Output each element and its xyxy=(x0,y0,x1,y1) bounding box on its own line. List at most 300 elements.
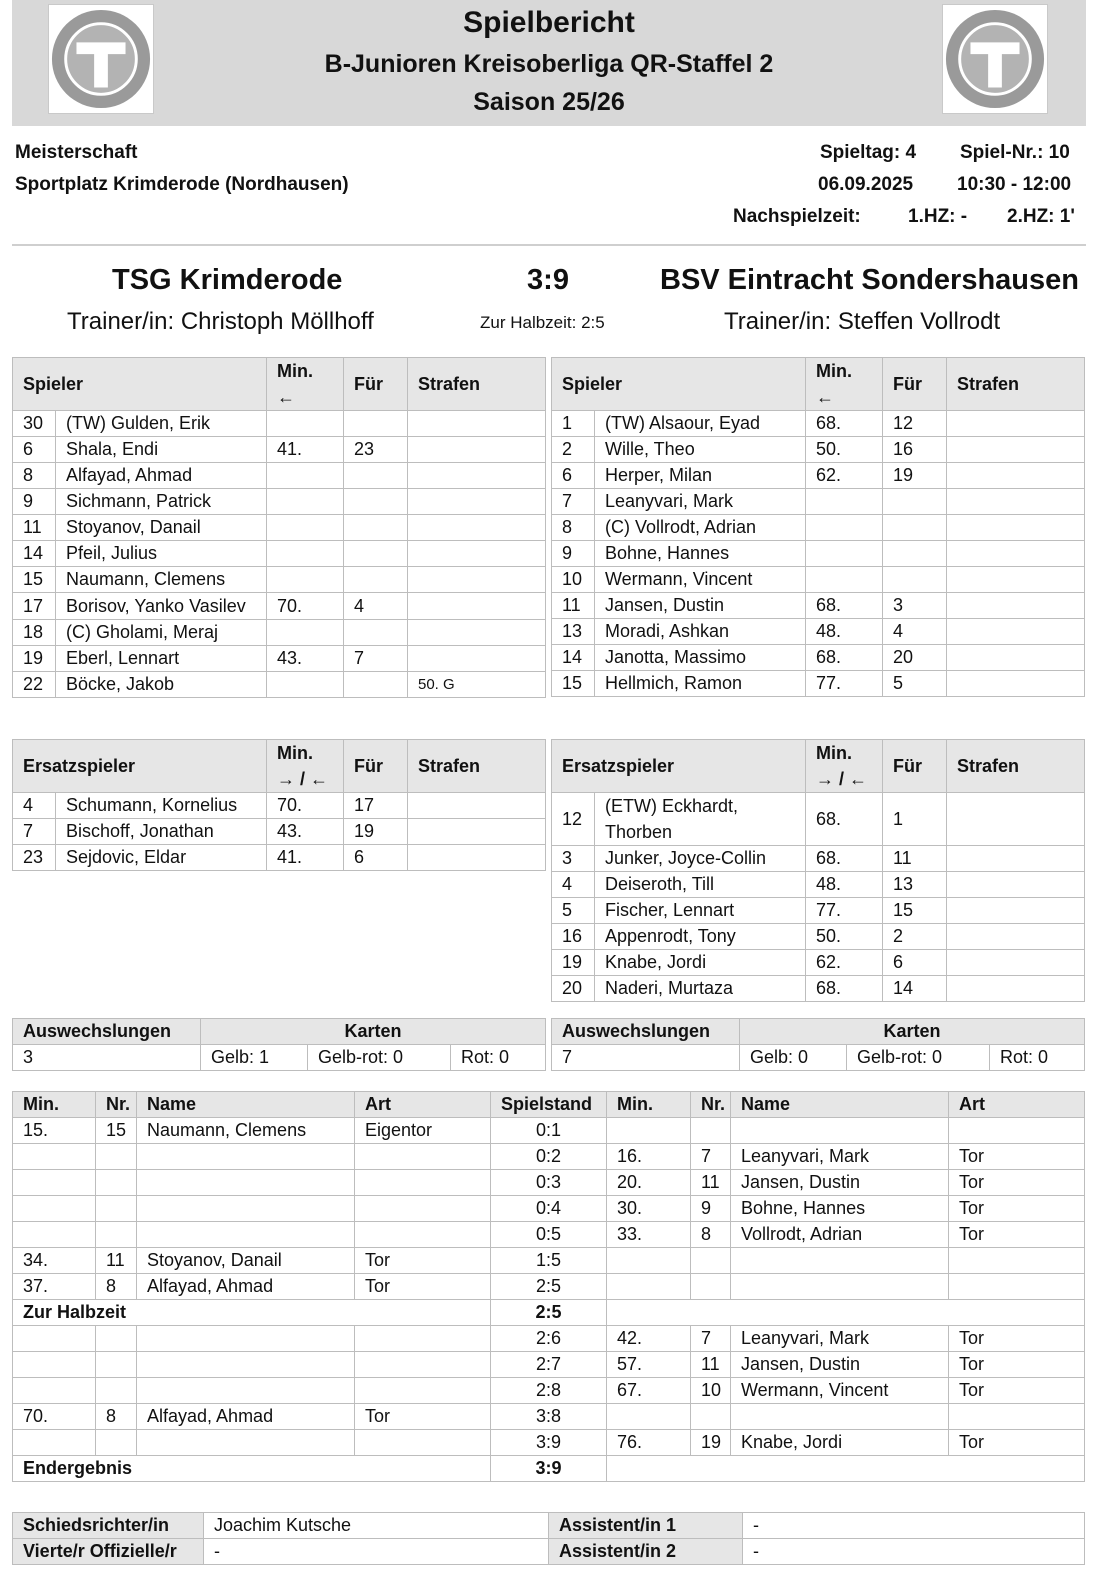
player-minute xyxy=(267,567,344,593)
player-penalty xyxy=(947,567,1085,593)
away-event-number: 7 xyxy=(691,1326,731,1352)
player-for: 16 xyxy=(883,437,947,463)
player-number: 7 xyxy=(13,819,56,845)
player-number: 12 xyxy=(552,793,595,846)
home-event-minute xyxy=(13,1196,96,1222)
player-penalty xyxy=(408,793,546,819)
event-score: 0:2 xyxy=(491,1144,607,1170)
player-name: (C) Gholami, Meraj xyxy=(56,620,267,646)
player-number: 8 xyxy=(552,515,595,541)
player-minute xyxy=(806,567,883,593)
home-event-name: Stoyanov, Danail xyxy=(137,1248,355,1274)
final-score: 3:9 xyxy=(527,264,569,296)
home-event-number xyxy=(96,1352,137,1378)
home-event-name: Alfayad, Ahmad xyxy=(137,1404,355,1430)
player-for: 1 xyxy=(883,793,947,846)
home-event-minute xyxy=(13,1144,96,1170)
referee-name: Joachim Kutsche xyxy=(204,1513,549,1539)
player-name: Appenrodt, Tony xyxy=(595,924,806,950)
events-col-nr: Nr. xyxy=(691,1092,731,1118)
away-sub-row xyxy=(552,898,1085,924)
player-number: 23 xyxy=(13,845,56,871)
player-name: Shala, Endi xyxy=(56,437,267,463)
away-event-minute: 30. xyxy=(607,1196,691,1222)
player-number: 15 xyxy=(552,671,595,697)
events-summary-score: 3:9 xyxy=(491,1456,607,1482)
report-title: Spielbericht xyxy=(463,6,635,39)
player-penalty xyxy=(408,845,546,871)
player-penalty xyxy=(947,671,1085,697)
player-penalty xyxy=(947,846,1085,872)
away-event-type xyxy=(949,1404,1085,1430)
away-event-type: Tor xyxy=(949,1196,1085,1222)
event-score: 2:6 xyxy=(491,1326,607,1352)
home-event-type xyxy=(355,1222,491,1248)
events-col-type: Art xyxy=(949,1092,1085,1118)
player-minute: 50. xyxy=(806,437,883,463)
event-row xyxy=(13,1404,1085,1430)
away-event-type xyxy=(949,1118,1085,1144)
player-number: 19 xyxy=(13,646,56,672)
col-header-penalties: Strafen xyxy=(408,358,546,411)
home-event-type xyxy=(355,1430,491,1456)
match-time: 10:30 - 12:00 xyxy=(957,174,1072,195)
home-event-number xyxy=(96,1378,137,1404)
player-number: 14 xyxy=(13,541,56,567)
player-minute: 68. xyxy=(806,793,883,846)
away-event-number: 7 xyxy=(691,1144,731,1170)
player-name: Herper, Milan xyxy=(595,463,806,489)
events-col-min: Min. xyxy=(607,1092,691,1118)
away-event-minute xyxy=(607,1404,691,1430)
player-name: Wermann, Vincent xyxy=(595,567,806,593)
home-player-row xyxy=(13,489,546,515)
player-penalty xyxy=(947,541,1085,567)
away-event-number: 11 xyxy=(691,1352,731,1378)
player-name: Sichmann, Patrick xyxy=(56,489,267,515)
player-penalty xyxy=(408,463,546,489)
player-name: Alfayad, Ahmad xyxy=(56,463,267,489)
event-row xyxy=(13,1118,1085,1144)
player-minute: 43. xyxy=(267,646,344,672)
event-score: 3:8 xyxy=(491,1404,607,1430)
player-name: Knabe, Jordi xyxy=(595,950,806,976)
player-penalty xyxy=(408,620,546,646)
competition: Meisterschaft xyxy=(15,142,138,163)
player-minute xyxy=(267,515,344,541)
home-event-number xyxy=(96,1196,137,1222)
home-event-minute: 70. xyxy=(13,1404,96,1430)
events-summary-label: Endergebnis xyxy=(13,1456,491,1482)
home-event-type xyxy=(355,1196,491,1222)
player-penalty xyxy=(408,819,546,845)
col-header-for: Für xyxy=(883,740,947,793)
player-name: Schumann, Kornelius xyxy=(56,793,267,819)
player-minute xyxy=(806,489,883,515)
player-for: 19 xyxy=(883,463,947,489)
player-number: 5 xyxy=(552,898,595,924)
player-number: 6 xyxy=(552,463,595,489)
player-for: 7 xyxy=(344,646,408,672)
home-event-type xyxy=(355,1352,491,1378)
home-event-type xyxy=(355,1170,491,1196)
player-minute: 68. xyxy=(806,411,883,437)
player-name: Deiseroth, Till xyxy=(595,872,806,898)
player-minute xyxy=(806,541,883,567)
col-header-for: Für xyxy=(344,740,408,793)
away-event-name: Leanyvari, Mark xyxy=(731,1326,949,1352)
player-penalty xyxy=(947,515,1085,541)
event-row xyxy=(13,1144,1085,1170)
event-row xyxy=(13,1378,1085,1404)
col-header-penalties: Strafen xyxy=(947,358,1085,411)
home-event-type: Eigentor xyxy=(355,1118,491,1144)
player-name: Jansen, Dustin xyxy=(595,593,806,619)
player-for xyxy=(344,489,408,515)
home-event-minute xyxy=(13,1352,96,1378)
player-number: 11 xyxy=(13,515,56,541)
player-minute xyxy=(267,541,344,567)
player-penalty xyxy=(947,793,1085,846)
event-row xyxy=(13,1326,1085,1352)
home-event-number: 8 xyxy=(96,1274,137,1300)
home-event-number xyxy=(96,1326,137,1352)
col-header-min: Min. ← xyxy=(267,358,344,411)
away-event-name xyxy=(731,1274,949,1300)
away-player-row xyxy=(552,437,1085,463)
away-event-name xyxy=(731,1118,949,1144)
player-name: (ETW) Eckhardt, Thorben xyxy=(595,793,806,846)
cards-header: Karten xyxy=(740,1019,1085,1045)
player-minute: 50. xyxy=(806,924,883,950)
away-player-row xyxy=(552,645,1085,671)
events-col-min: Min. xyxy=(13,1092,96,1118)
player-for xyxy=(344,672,408,698)
home-player-row xyxy=(13,672,546,698)
stoppage-first-half: 1.HZ: - xyxy=(908,206,968,227)
player-number: 2 xyxy=(552,437,595,463)
player-for: 4 xyxy=(883,619,947,645)
player-for xyxy=(883,541,947,567)
away-event-name xyxy=(731,1404,949,1430)
player-minute xyxy=(267,672,344,698)
player-name: Böcke, Jakob xyxy=(56,672,267,698)
event-score: 2:7 xyxy=(491,1352,607,1378)
home-event-minute xyxy=(13,1170,96,1196)
home-event-number xyxy=(96,1144,137,1170)
event-score: 1:5 xyxy=(491,1248,607,1274)
home-player-row xyxy=(13,515,546,541)
player-name: Junker, Joyce-Collin xyxy=(595,846,806,872)
home-player-row xyxy=(13,567,546,593)
player-number: 30 xyxy=(13,411,56,437)
player-for: 11 xyxy=(883,846,947,872)
events-empty xyxy=(607,1456,1085,1482)
halftime-score: Zur Halbzeit: 2:5 xyxy=(480,313,605,332)
player-penalty xyxy=(408,489,546,515)
player-for: 4 xyxy=(344,593,408,620)
away-player-row xyxy=(552,619,1085,645)
player-minute: 68. xyxy=(806,976,883,1002)
player-penalty xyxy=(408,515,546,541)
home-sub-row xyxy=(13,793,546,819)
home-players-table xyxy=(12,357,546,698)
fourth-official-name: - xyxy=(204,1539,549,1565)
season: Saison 25/26 xyxy=(473,88,625,116)
assistant1-name: - xyxy=(743,1513,1085,1539)
player-name: Stoyanov, Danail xyxy=(56,515,267,541)
player-minute: 62. xyxy=(806,463,883,489)
away-event-number: 9 xyxy=(691,1196,731,1222)
player-minute xyxy=(267,463,344,489)
player-name: Bischoff, Jonathan xyxy=(56,819,267,845)
stoppage-second-half: 2.HZ: 1' xyxy=(1007,206,1075,227)
player-minute: 68. xyxy=(806,846,883,872)
col-header-sub-player: Ersatzspieler xyxy=(552,740,806,793)
away-sub-row xyxy=(552,846,1085,872)
player-name: Moradi, Ashkan xyxy=(595,619,806,645)
player-penalty xyxy=(408,541,546,567)
event-row xyxy=(13,1352,1085,1378)
venue: Sportplatz Krimderode (Nordhausen) xyxy=(15,174,349,195)
player-for: 6 xyxy=(883,950,947,976)
home-event-name xyxy=(137,1170,355,1196)
player-number: 4 xyxy=(13,793,56,819)
player-number: 7 xyxy=(552,489,595,515)
home-summary-table xyxy=(12,1018,546,1071)
player-penalty xyxy=(947,489,1085,515)
yellow-cards: Gelb: 0 xyxy=(740,1045,847,1071)
player-number: 19 xyxy=(552,950,595,976)
player-penalty xyxy=(408,437,546,463)
home-event-number: 8 xyxy=(96,1404,137,1430)
player-for: 15 xyxy=(883,898,947,924)
red-cards: Rot: 0 xyxy=(990,1045,1085,1071)
away-summary-table xyxy=(551,1018,1085,1071)
player-minute: 41. xyxy=(267,845,344,871)
player-name: Wille, Theo xyxy=(595,437,806,463)
player-for xyxy=(344,463,408,489)
player-number: 18 xyxy=(13,620,56,646)
away-event-number xyxy=(691,1404,731,1430)
yellow-red-cards: Gelb-rot: 0 xyxy=(308,1045,451,1071)
away-event-minute xyxy=(607,1248,691,1274)
away-event-name: Bohne, Hannes xyxy=(731,1196,949,1222)
player-number: 3 xyxy=(552,846,595,872)
home-team-name: TSG Krimderode xyxy=(112,264,343,296)
home-player-row xyxy=(13,646,546,672)
event-score: 0:3 xyxy=(491,1170,607,1196)
home-event-type xyxy=(355,1144,491,1170)
player-penalty: 50. G xyxy=(408,672,546,698)
col-header-penalties: Strafen xyxy=(408,740,546,793)
referee-label: Schiedsrichter/in xyxy=(13,1513,204,1539)
away-event-number: 10 xyxy=(691,1378,731,1404)
player-for: 6 xyxy=(344,845,408,871)
away-event-type: Tor xyxy=(949,1144,1085,1170)
player-number: 10 xyxy=(552,567,595,593)
home-event-name: Alfayad, Ahmad xyxy=(137,1274,355,1300)
player-for xyxy=(344,411,408,437)
away-event-minute: 76. xyxy=(607,1430,691,1456)
home-player-row xyxy=(13,541,546,567)
player-penalty xyxy=(947,645,1085,671)
player-name: Sejdovic, Eldar xyxy=(56,845,267,871)
home-event-number: 11 xyxy=(96,1248,137,1274)
away-event-minute: 33. xyxy=(607,1222,691,1248)
player-for xyxy=(344,541,408,567)
events-summary-row xyxy=(13,1456,1085,1482)
player-minute: 41. xyxy=(267,437,344,463)
col-header-for: Für xyxy=(883,358,947,411)
player-name: Hellmich, Ramon xyxy=(595,671,806,697)
player-penalty xyxy=(947,463,1085,489)
player-penalty xyxy=(947,924,1085,950)
away-event-minute: 42. xyxy=(607,1326,691,1352)
player-penalty xyxy=(947,593,1085,619)
player-penalty xyxy=(947,872,1085,898)
player-penalty xyxy=(408,567,546,593)
away-event-number: 8 xyxy=(691,1222,731,1248)
events-summary-label: Zur Halbzeit xyxy=(13,1300,491,1326)
substitutions-header: Auswechslungen xyxy=(552,1019,740,1045)
player-number: 9 xyxy=(552,541,595,567)
player-name: (TW) Gulden, Erik xyxy=(56,411,267,437)
player-name: Naderi, Murtaza xyxy=(595,976,806,1002)
events-summary-row xyxy=(13,1300,1085,1326)
stoppage-label: Nachspielzeit: xyxy=(733,206,861,227)
home-event-name xyxy=(137,1144,355,1170)
away-sub-row xyxy=(552,872,1085,898)
home-event-minute: 15. xyxy=(13,1118,96,1144)
col-header-player: Spieler xyxy=(552,358,806,411)
divider xyxy=(12,244,1086,246)
player-penalty xyxy=(947,950,1085,976)
player-minute: 43. xyxy=(267,819,344,845)
event-score: 0:1 xyxy=(491,1118,607,1144)
home-event-minute xyxy=(13,1378,96,1404)
away-event-number xyxy=(691,1274,731,1300)
home-event-name xyxy=(137,1378,355,1404)
substitutions-count: 3 xyxy=(13,1045,201,1071)
event-score: 0:4 xyxy=(491,1196,607,1222)
player-for xyxy=(344,567,408,593)
away-trainer: Trainer/in: Steffen Vollrodt xyxy=(724,308,1001,335)
player-number: 6 xyxy=(13,437,56,463)
col-header-player: Spieler xyxy=(13,358,267,411)
player-penalty xyxy=(408,593,546,620)
away-players-table xyxy=(551,357,1085,697)
col-header-for: Für xyxy=(344,358,408,411)
player-number: 17 xyxy=(13,593,56,620)
away-sub-row xyxy=(552,924,1085,950)
player-name: Janotta, Massimo xyxy=(595,645,806,671)
away-team-name: BSV Eintracht Sondershausen xyxy=(660,264,1079,296)
away-event-name xyxy=(731,1248,949,1274)
away-event-type: Tor xyxy=(949,1326,1085,1352)
home-subs-table xyxy=(12,739,546,871)
officials-table xyxy=(12,1512,1085,1565)
home-event-minute: 37. xyxy=(13,1274,96,1300)
home-event-number xyxy=(96,1430,137,1456)
cards-header: Karten xyxy=(201,1019,546,1045)
away-event-name: Leanyvari, Mark xyxy=(731,1144,949,1170)
home-player-row xyxy=(13,411,546,437)
away-event-number: 19 xyxy=(691,1430,731,1456)
player-number: 15 xyxy=(13,567,56,593)
away-player-row xyxy=(552,489,1085,515)
fourth-official-label: Vierte/r Offizielle/r xyxy=(13,1539,204,1565)
event-row xyxy=(13,1222,1085,1248)
match-events-table xyxy=(12,1091,1085,1482)
player-name: (TW) Alsaour, Eyad xyxy=(595,411,806,437)
col-header-min: Min. ← xyxy=(806,358,883,411)
player-for: 23 xyxy=(344,437,408,463)
player-penalty xyxy=(947,437,1085,463)
away-player-row xyxy=(552,411,1085,437)
away-player-row xyxy=(552,567,1085,593)
player-name: Leanyvari, Mark xyxy=(595,489,806,515)
player-minute xyxy=(806,515,883,541)
home-event-type xyxy=(355,1326,491,1352)
away-event-type: Tor xyxy=(949,1170,1085,1196)
player-name: Bohne, Hannes xyxy=(595,541,806,567)
yellow-cards: Gelb: 1 xyxy=(201,1045,308,1071)
red-cards: Rot: 0 xyxy=(451,1045,546,1071)
player-name: Pfeil, Julius xyxy=(56,541,267,567)
player-name: (C) Vollrodt, Adrian xyxy=(595,515,806,541)
player-minute xyxy=(267,620,344,646)
home-event-number: 15 xyxy=(96,1118,137,1144)
player-for: 3 xyxy=(883,593,947,619)
player-number: 14 xyxy=(552,645,595,671)
away-event-minute xyxy=(607,1274,691,1300)
home-sub-row xyxy=(13,819,546,845)
home-event-name xyxy=(137,1222,355,1248)
away-event-name: Vollrodt, Adrian xyxy=(731,1222,949,1248)
home-trainer: Trainer/in: Christoph Möllhoff xyxy=(67,308,374,335)
player-for xyxy=(344,620,408,646)
player-for xyxy=(344,515,408,541)
away-player-row xyxy=(552,463,1085,489)
home-player-row xyxy=(13,463,546,489)
home-event-type xyxy=(355,1378,491,1404)
home-event-minute xyxy=(13,1430,96,1456)
player-minute: 48. xyxy=(806,872,883,898)
events-col-name: Name xyxy=(137,1092,355,1118)
away-event-number: 11 xyxy=(691,1170,731,1196)
away-event-type: Tor xyxy=(949,1430,1085,1456)
home-event-minute xyxy=(13,1326,96,1352)
player-for: 17 xyxy=(344,793,408,819)
events-col-nr: Nr. xyxy=(96,1092,137,1118)
away-event-type xyxy=(949,1248,1085,1274)
away-event-minute: 67. xyxy=(607,1378,691,1404)
player-for: 19 xyxy=(344,819,408,845)
player-minute: 70. xyxy=(267,793,344,819)
home-event-name xyxy=(137,1352,355,1378)
substitutions-count: 7 xyxy=(552,1045,740,1071)
player-number: 22 xyxy=(13,672,56,698)
away-event-name: Jansen, Dustin xyxy=(731,1352,949,1378)
home-event-minute: 34. xyxy=(13,1248,96,1274)
events-summary-score: 2:5 xyxy=(491,1300,607,1326)
player-for xyxy=(883,515,947,541)
player-number: 9 xyxy=(13,489,56,515)
away-sub-row xyxy=(552,950,1085,976)
events-empty xyxy=(607,1300,1085,1326)
away-event-number xyxy=(691,1248,731,1274)
